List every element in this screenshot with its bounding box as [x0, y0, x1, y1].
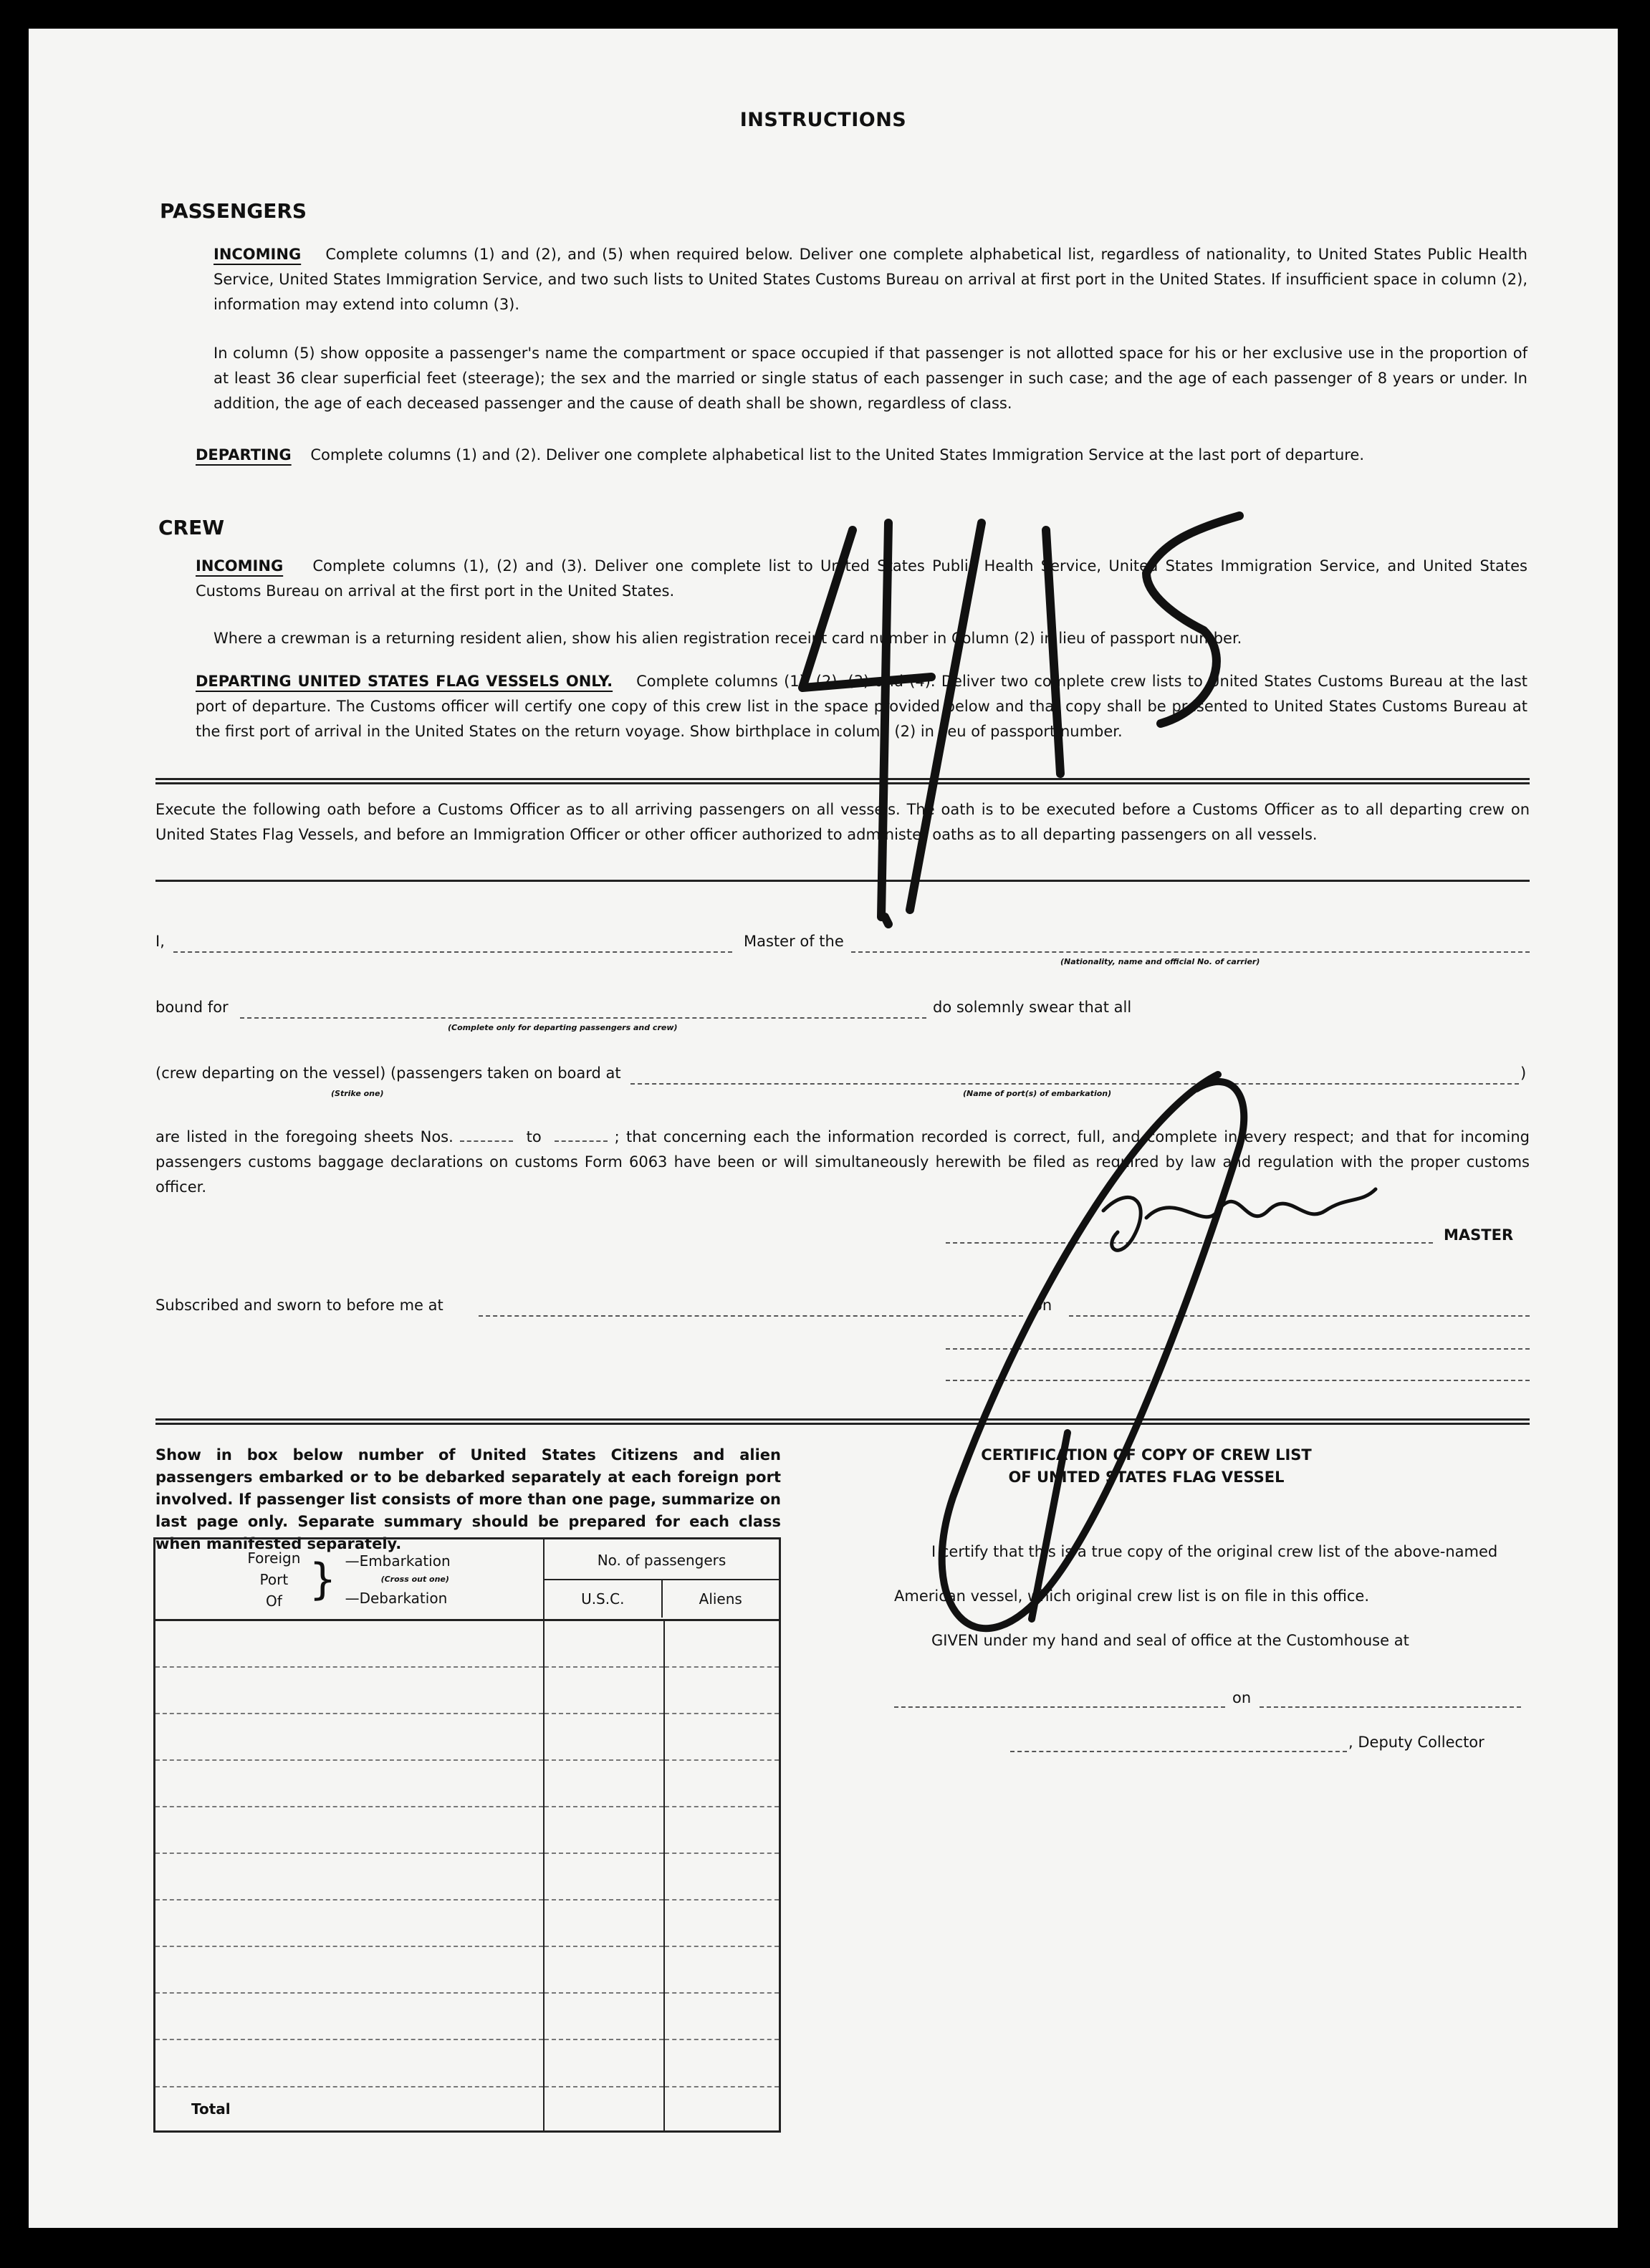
officer-line-2[interactable] [946, 1380, 1530, 1381]
deputy-collector-field[interactable] [1010, 1751, 1347, 1752]
deputy-collector-label: , Deputy Collector [1348, 1734, 1484, 1751]
bound-for-label: bound for [155, 999, 229, 1016]
crew-heading: CREW [158, 516, 225, 539]
passengers-incoming-text: Complete columns (1) and (2), and (5) when required below. Deliver one complete alphabetical list, regardless of nationality, to United States Public Health Service, United States Immigration Service, and two such lists to United States Customs Bureau on arrival at first port in the United States. If insufficient space in column (2), information may extend into column (3). [214, 246, 1527, 313]
customhouse-field[interactable] [894, 1706, 1225, 1708]
certification-on-label: on [1232, 1689, 1252, 1706]
strike-one-note: (Strike one) [331, 1089, 384, 1098]
cross-out-note: (Cross out one) [380, 1574, 449, 1584]
brace-icon: } [309, 1554, 337, 1605]
no-passengers-header [544, 1539, 780, 1620]
listed-text-b: ; that concerning each the information recorded is correct, full, and complete in every respect; and that for incoming passengers customs baggage declarations on customs Form 6063 have been or will simultaneously herewith be filed as required by law and regulation with the proper customs officer. [155, 1128, 1530, 1196]
of-word: Of [265, 1592, 282, 1610]
listed-paragraph [155, 1125, 1530, 1200]
divider-top-2 [155, 782, 1530, 784]
master-signature-field[interactable] [946, 1242, 1433, 1244]
table-row[interactable] [155, 1807, 780, 1853]
foreign-port-label [247, 1547, 300, 1612]
subscribed-label: Subscribed and sworn to before me at [155, 1297, 443, 1314]
embarkation-ports-field[interactable] [630, 1083, 1519, 1085]
i-label: I, [155, 933, 165, 950]
sheet-from-field[interactable] [460, 1130, 513, 1142]
passengers-departing-label: DEPARTING [196, 446, 292, 463]
document-page [29, 29, 1618, 2228]
foreign-word: Foreign [247, 1549, 301, 1567]
carrier-field[interactable] [851, 951, 1530, 953]
column5-paragraph: In column (5) show opposite a passenger's name the compartment or space occupied if that passenger is not allotted space for his or her exclusive use in the proportion of at least 36 clear superficial feet (steerage); the sex and the married or single status of each passenger in such case; and the age of each passenger of 8 years or under. In addition, the age of each deceased passenger and the cause of death shall be shown, regardless of class. [214, 345, 1527, 412]
certify-line-2: American vessel, which original crew list is on file in this office. [894, 1587, 1370, 1605]
crew-departing-option: (crew departing on the vessel) (passengers taken on board at [155, 1065, 621, 1082]
close-paren: ) [1520, 1065, 1527, 1082]
page-title: INSTRUCTIONS [739, 109, 907, 131]
ports-note: (Name of port(s) of embarkation) [963, 1089, 1112, 1098]
passengers-departing-paragraph [196, 443, 1527, 468]
crew-incoming-label: INCOMING [196, 557, 284, 575]
certify-line-1: I certify that this is a true copy of the original crew list of the above-named [931, 1543, 1498, 1560]
table-row[interactable] [155, 1993, 780, 2039]
certification-title-line-1: CERTIFICATION OF COPY OF CREW LIST [981, 1446, 1312, 1464]
listed-to: to [526, 1128, 542, 1145]
table-row[interactable] [155, 2039, 780, 2086]
table-row[interactable] [155, 1620, 780, 1667]
table-row[interactable] [155, 1760, 780, 1807]
certification-date-field[interactable] [1260, 1706, 1521, 1708]
divider-oath [155, 880, 1530, 882]
divider-top-1 [155, 778, 1530, 780]
total-label: Total [155, 2087, 545, 2132]
usc-header: U.S.C. [545, 1580, 663, 1618]
divider-bottom-1 [155, 1418, 1530, 1421]
carrier-note: (Nationality, name and official No. of carrier) [1060, 957, 1260, 966]
master-name-field[interactable] [173, 951, 732, 953]
crew-departing-label: DEPARTING UNITED STATES FLAG VESSELS ONLY. [196, 673, 613, 690]
sheet-to-field[interactable] [555, 1130, 608, 1142]
table-row[interactable] [155, 1667, 780, 1714]
oath-intro: Execute the following oath before a Customs Officer as to all arriving passengers on all vessels. The oath is to be executed before a Customs Officer as to all departing crew on United States Flag Vessels, and before an Immigration Officer or other officer authorized to administer oaths as to all departing passengers on all vessels. [155, 801, 1530, 843]
aliens-header: Aliens [699, 1590, 742, 1608]
passenger-summary-table [153, 1537, 781, 2133]
passengers-incoming-paragraph [214, 242, 1527, 317]
master-label: MASTER [1444, 1226, 1514, 1244]
table-row[interactable] [155, 1900, 780, 1946]
table-row[interactable] [155, 1853, 780, 1900]
given-line: GIVEN under my hand and seal of office at the Customhouse at [931, 1632, 1409, 1649]
total-row [155, 2087, 780, 2132]
table-row[interactable] [155, 1714, 780, 1760]
foreign-port-header [155, 1539, 545, 1620]
certification-title-line-2: OF UNITED STATES FLAG VESSEL [1008, 1469, 1285, 1486]
summary-instructions: Show in box below number of United States Citizens and alien passengers embarked or to be debarked separately at each foreign port involved. If passenger list consists of more than one page, summarize on last page only. Separate summary should be prepared for each class when manifested separately. [155, 1446, 781, 1552]
crew-incoming-paragraph [196, 554, 1527, 604]
officer-line-1[interactable] [946, 1348, 1530, 1350]
port-word: Port [259, 1570, 289, 1588]
crew-departing-text: Complete columns (1), (2), (3) and (4). Deliver two complete crew lists to United States Customs Bureau at the last port of departure. The Customs officer will certify one copy of this crew list in the space provided below and that copy shall be presented to United States Customs Bureau at the first port of arrival in the United States on the return voyage. Show birthplace in column (2) in lieu of passport number. [196, 673, 1528, 740]
bound-for-field[interactable] [240, 1017, 926, 1019]
subscribed-date-field[interactable] [1069, 1315, 1530, 1317]
table-row[interactable] [155, 1946, 780, 1993]
crew-incoming-text: Complete columns (1), (2) and (3). Deliver one complete list to United States Public Health Service, United States Immigration Service, and United States Customs Bureau on arrival at the first port in the United States. [196, 557, 1527, 600]
embarkation-option[interactable]: —Embarkation [345, 1552, 451, 1570]
passengers-departing-text: Complete columns (1) and (2). Deliver one complete alphabetical list to the United States Immigration Service at the last port of departure. [310, 446, 1365, 463]
bound-note: (Complete only for departing passengers and crew) [448, 1023, 678, 1032]
master-of-the-label: Master of the [744, 933, 844, 950]
no-passengers-label: No. of passengers [545, 1542, 779, 1580]
debarkation-option[interactable]: —Debarkation [345, 1589, 448, 1607]
passengers-heading: PASSENGERS [160, 199, 307, 223]
crew-departing-paragraph [196, 669, 1527, 744]
crew-resident-paragraph: Where a crewman is a returning resident alien, show his alien registration receipt card number in Column (2) in lieu of passport number. [214, 630, 1242, 647]
swear-text: do solemnly swear that all [933, 999, 1132, 1016]
divider-bottom-2 [155, 1423, 1530, 1425]
certification-title [874, 1444, 1419, 1489]
subscribed-on-label: on [1033, 1297, 1052, 1314]
passengers-incoming-label: INCOMING [214, 246, 302, 263]
listed-text-a: are listed in the foregoing sheets Nos. [155, 1128, 454, 1145]
subscribed-place-field[interactable] [479, 1315, 1023, 1317]
